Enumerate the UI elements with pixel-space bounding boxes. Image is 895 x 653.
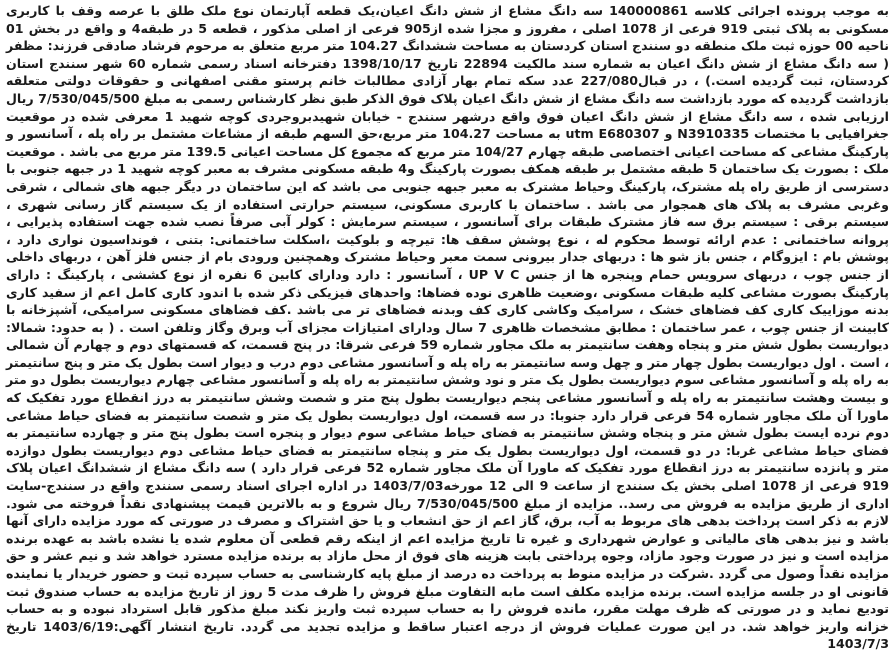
auction-notice-body: به موجب پرونده اجرائی کلاسه 140000861 سه دانگ مشاع از شش دانگ اعیان،یک قطعه آپارتمان نوع ملک طلق با عرصه وقف با کاربری مسکونی به پلاک ثبتی 919 فرعی از 1078 اصلی ، مفروز و مجزا شده از905 فرعی از اصلی مذکور ، قطعه 5 در طبقه4 و واقع در بخش 01 ناحیه 00 حوزه ثبت ملک منطقه دو سنندج استان کردستان به مساحت ششدانگ 104.27 متر مربع متعلق به مرحوم فرشاد صادقی فرزند: مظفر ( سه دانگ مشاع از شش دانگ اعیان به شماره سند مالکیت 22894 تاریخ 1398/10/17 دفترخانه اسناد رسمی شماره 60 شهر سنندج استان کردستان، ثبت گردیده است.) ، در قبال227/080 عدد سکه تمام بهار آزادی مطالبات خانم پرستو مقنی اصفهانی و حقوقات دولتی متعلقه بازداشت گردیده که مورد بازداشت سه دانگ مشاع از شش دانگ اعیان پلاک فوق الذکر طبق نظر کارشناس رسمی به مبلغ 7/530/045/500 ریال ارزیابی شده ، سه دانگ مشاع از شش دانگ اعیان فوق واقع درشهر سنندج - خیابان شهیدبروجردی کوچه شهید 1 معرفی شده در موقعیت جغرافیایی با مختصات N3910335 و utm E680307 به مساحت 104.27 متر مربع،حق السهم طبقه از مشاعات مشتمل بر راه پله ، آسانسور و پارکینگ مشاعی که مساحت اعیانی اختصاصی طبقه چهارم 104/27 متر مربع که مجموع کل مساحت اعیانی 139.5 متر مربع می باشد . موقعیت ملک : بصورت یک ساختمان 5 طبقه مشتمل بر طبقه همکف بصورت پارکینگ و4 طبقه مسکونی مشرف به معبر کوچه شهید 1 در جبهه جنوبی با دسترسی از طریق راه پله مشترک، پارکینگ وحیاط مشترک به معبر جبهه جنوبی می باشد که این ساختمان در دیگر جبهه های شمالی ، شرقی وغربی مشرف به پلاک های همجوار می باشد . ساختمان با کاربری مسکونی، سیستم حرارتی استفاده از یک سیستم گاز رسانی شهری ، سیستم برقی : سیستم برق سه فاز مشترک طبقات برای آسانسور ، سیستم سرمایش : کولر آبی صرفاً نصب شده جهت استفاده پذیرایی ، پروانه ساختمانی : عدم ارائه توسط محکوم له ، نوع پوشش سقف ها: تیرچه و بلوکیت ،اسکلت ساختمانی: بتنی ، فونداسیون نواری دارد ، پوشش بام : ایزوگام ، جنس باز شو ها : دربهای جدار بیرونی سمت معبر وحیاط مشترک وهمچنین ورودی بام از جنس فلز آهن ، دربهای داخلی از جنس چوب ، دربهای سرویس حمام وپنجره ها از جنس UP V C ، آسانسور : دارد ودارای کابین 6 نفره از نوع کششی ، پارکینگ : دارای پارکینگ بصورت مشاعی کلیه طبقات مسکونی ،وضعیت ظاهری نوده فضاها: واحدهای فیزیکی ذکر شده با اندود کاری کامل اعم از سفید کاری بدنه موزاییک کاری کف فضاهای خشک ، سرامیک وکاشی کاری کف وبدنه فضاهای تر می باشد .کف فضاهای مسکونی سرامیکی، آشپزخانه با کابینت از جنس چوب ، عمر ساختمان : مطابق مشخصات ظاهری 7 سال ودارای امتیازات مجزای آب وبرق وگاز وتلفن است . ( به حدود: شمالا: دیواریست بطول شش متر و پنجاه وهفت سانتیمتر به ملک مجاور شماره 59 فرعی شرقا: در پنج قسمت، که قسمتهای دوم و چهارم آن شمالی ، است . اول دیواریست بطول چهار متر و چهل وسه سانتیمتر به راه پله و آسانسور مشاعی دوم درب و دیوار است بطول یک متر و پنج سانتیمتر به راه پله و آسانسور مشاعی سوم دیواریست بطول یک متر و نود وشش سانتیمتر به راه پله و آسانسور مشاعی چهارم دیواریست بطول دو متر و بیست وهشت سانتیمتر به راه پله و آسانسور مشاعی پنجم دیواریست بطول پنج متر و شصت وشش سانتیمتر به درز انقطاع مورد تفکیک که ماورا آن ملک مجاور شماره 54 فرعی قرار دارد جنوبا: در سه قسمت، اول دیواریست بطول یک متر و شصت سانتیمتر به فضای حیاط مشاعی دوم نرده ایست بطول شش متر و پنجاه وشش سانتیمتر به فضای حیاط مشاعی سوم دیوار و پنجره است بطول پنج متر و چهارده سانتیمتر به فضای حیاط مشاعی غربا: در دو قسمت، اول دیواریست بطول یک متر و پنجاه سانتیمتر به فضای حیاط مشاعی دوم دیواریست بطول دوازده متر و پانزده سانتیمتر به درز انقطاع مورد تفکیک که ماورا آن ملک مجاور شماره 52 فرعی قرار دارد ) سه دانگ مشاع از ششدانگ اعیان پلاک 919 فرعی از 1078 اصلی بخش یک سنندج از ساعت 9 الی 12 مورخه1403/7/03 در اداره اجرای اسناد رسمی سنندج واقع در سنندج-سایت اداری از طریق مزایده به فروش می رسد.. مزایده از مبلغ 7/530/045/500 ریال شروع و به بالاترین قیمت پیشنهادی نقداً فروخته می شود. لازم به ذکر است پرداخت بدهی های مربوط به آب، برق، گاز اعم از حق انشعاب و یا حق اشتراک و مصرف در صورتی که مورد مزایده دارای آنها باشد و نیز بدهی های مالیاتی و عوارض شهرداری و غیره تا تاریخ مزایده اعم از اینکه رقم قطعی آن معلوم شده یا نشده باشد به عهده برنده مزایده است و نیز در صورت وجود مازاد، وجوه پرداختی بابت هزینه های فوق از محل مازاد به برنده مزایده مسترد خواهد شد و نیم عشر و حق مزایده نقداً وصول می گردد .شرکت در مزایده منوط به پرداخت ده درصد از مبلغ پایه کارشناسی به حساب سپرده ثبت و حضور خریدار یا نماینده قانونی او در جلسه مزایده است. برنده مزایده مکلف است مابه التفاوت مبلغ فروش را ظرف مدت 5 روز از تاریخ مزایده به حساب صندوق ثبت تودیع نماید و در صورتی که ظرف مهلت مقرر، مانده فروش را به حساب سپرده ثبت واریز نکند مبلغ مذکور قابل استرداد نبوده و به حساب خزانه واریز خواهد شد. در این صورت عملیات فروش از درجه اعتبار ساقط و مزایده تجدید می گردد. تاریخ انتشار آگهی:1403/6/19 تاریخ 1403/7/3 (6, 3, 890, 652)
